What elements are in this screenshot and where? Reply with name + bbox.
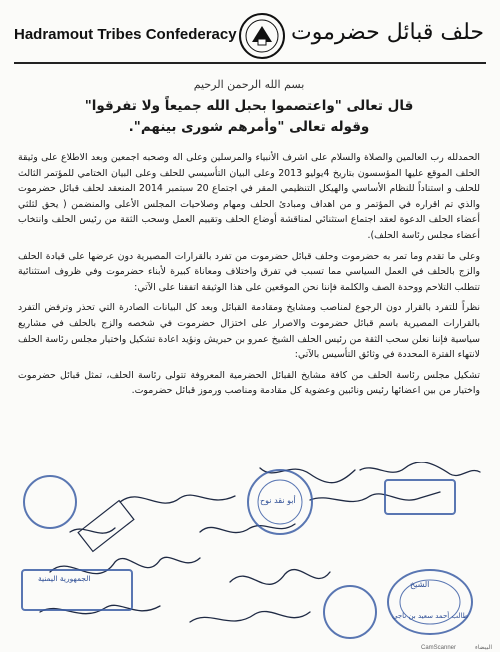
- signature-1: [360, 462, 480, 476]
- stamp-right-title: الشيخ: [410, 580, 430, 589]
- stamp-circle-bottom-center: [324, 586, 376, 638]
- stamp-rect-top-right: [385, 480, 455, 514]
- paragraph-resolution: نظراً للتفرد بالقرار دون الرجوع لمناصب ومشايخ ومقادمة القبائل وبعد كل البيانات الصادرة التي تحذر وترفض التفرد بالقرارات المصيرية باسم قبائل حضرموت والاصرار على اختزال حضرموت في شخصه والزج بالحلف في مشاريع سياسية فإننا نعلن سحب الثقة من رئيس الحلف الشيخ عمرو بن حبريش ونؤيد اعادة تشكيل واختيار مجلس رئاسة الحلف لانتهاء الفترة المحددة في وثائق التأسيس بالآتي:: [17, 302, 480, 361]
- signature-5: [200, 524, 295, 533]
- footer: [0, 642, 500, 652]
- signature-3: [310, 492, 440, 502]
- letterhead: [14, 10, 486, 64]
- stamp-left-title: الجمهورية اليمنية: [38, 574, 91, 583]
- signature-7: [230, 570, 330, 585]
- paragraph-preamble: الحمدلله رب العالمين والصلاة والسلام على اشرف الأنبياء والمرسلين وعلى اله وصحبه اجمعين وبعد الاطلاع على وثيقة الحلف الموقع عليها المؤسسون بتاريخ 4يوليو 2013 وعلى البيان التأسيسي للحلف وعلى البيان الختامي للمؤتمر الثالث للحلف و استناداً للنظام الأساسي والهيكل التنظيمي المقر في اجتماع 20 سبتمبر 2014 المنعقد لحلف قبائل حضرموت والذي تم اقراره في المؤتمر و من اهداف ومبادئ الحلف ومهام وصلاحيات المجلس الأعلى والمنضمن ( يحق لثلثي أعضاء الحلف الدعوة لعقد اجتماع استثنائي لمناقشة أوضاع الحلف وتقييم العمل وسحب الثقة من رئيس الحلف وانتخاب أعضاء مجلس رئاسة الحلف).: [18, 152, 480, 241]
- signature-6: [50, 557, 200, 573]
- paragraph-context: وعلى ما تقدم وما تمر به حضرموت وحلف قبائل حضرموت من تفرد بالقرارات المصيرية دون عرضها على قيادة الحلف والزج بالحلف في العمل السياسي مما تسبب في تفرق واختلاف ومعاناة كبيرة لأبناء حضرموت وفي ظروف استثنائية تتطلب التلاحم ووحدة الصف والكلمة فإننا نحن الموقعين على هذا الوثيقة اتفقنا على الآتي:: [18, 250, 480, 293]
- letterhead-title-arabic: حلف قبائل حضرموت: [291, 20, 484, 45]
- quran-verse-2: وقوله تعالى "وأمرهم شورى بينهم".: [128, 119, 370, 135]
- quran-verse-1: قال تعالى "واعتصموا بحبل الله جميعاً ولا تفرقوا": [84, 98, 414, 114]
- document-body: [18, 78, 480, 404]
- stamp-right-name: طالب أحمد سعيد بن ناجي: [392, 612, 469, 620]
- footer-label: البيضاء: [475, 645, 492, 651]
- confederacy-emblem-icon: [238, 12, 286, 60]
- basmala: بسم الله الرحمن الرحيم: [193, 78, 305, 91]
- stamp-circle-left: [24, 476, 76, 528]
- signature-9: [190, 611, 310, 622]
- scanner-watermark: CamScanner: [420, 645, 456, 651]
- letterhead-title-english: Hadramout Tribes Confederacy: [14, 26, 237, 43]
- signature-10: [70, 528, 115, 533]
- paragraph-council: تشكيل مجلس رئاسة الحلف من كافة مشايخ القبائل الحضرمية المعروفة تتولى رئاسة الحلف، تمثل قبائل حضرموت واختيار من بين اعضائها رئيس ونائبين وعضوية كل مقادمة ومناصب ورموز قبائل حضرموت.: [18, 369, 480, 397]
- signatures-and-stamps: [10, 462, 490, 642]
- stamp-center-name: أبو نقد نوح: [260, 496, 296, 505]
- signature-4: [120, 495, 235, 503]
